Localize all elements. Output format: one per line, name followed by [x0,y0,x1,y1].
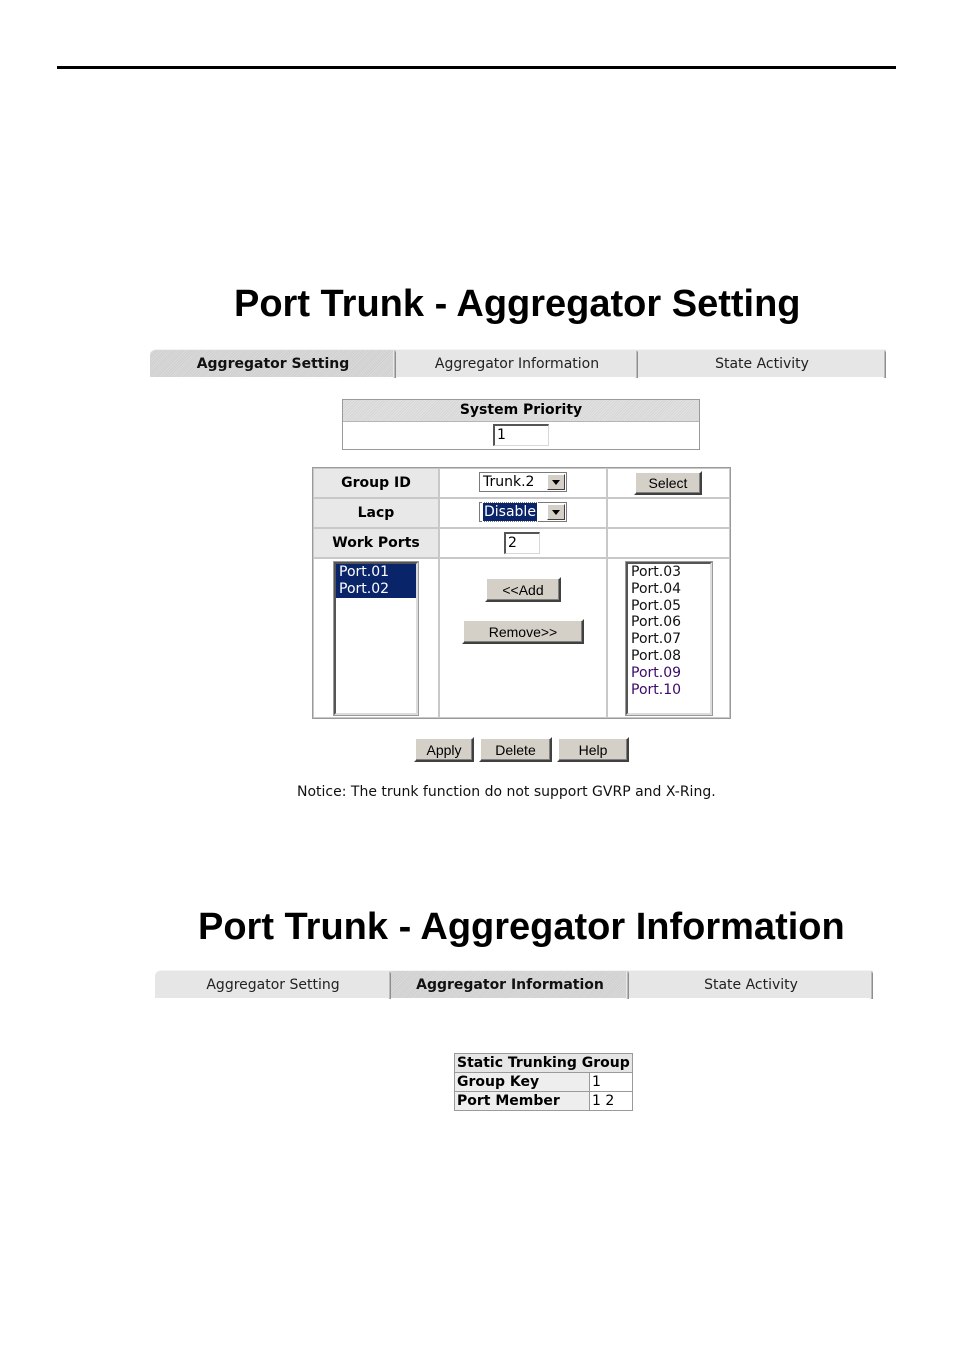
trunk-config-grid [312,467,731,719]
list-item[interactable]: Port.04 [631,580,682,597]
lacp-label: Lacp [313,498,439,528]
work-ports-input[interactable]: 2 [504,532,540,554]
tab-label: Aggregator Setting [196,356,350,372]
list-item[interactable]: Port.03 [631,564,682,580]
tab-label: State Activity [704,977,798,993]
group-id-value: Trunk.2 [483,474,535,490]
table-row [455,1073,633,1092]
static-trunking-table [454,1053,633,1111]
list-item[interactable]: Port.09 [631,664,682,681]
select-button[interactable]: Select [634,471,702,495]
group-id-select[interactable] [479,472,567,492]
tab-bar-setting [150,349,886,377]
list-item[interactable]: Port.01 [336,564,416,581]
system-priority-box [342,399,700,450]
list-item[interactable]: Port.08 [631,647,682,664]
notice-text: Notice: The trunk function do not support GVRP and X-Ring. [297,784,716,800]
chevron-down-icon[interactable] [547,474,565,490]
tab-label: State Activity [715,356,809,372]
list-item[interactable]: Port.10 [631,681,682,698]
add-button[interactable]: <<Add [485,577,561,602]
tab-label: Aggregator Setting [206,977,340,993]
group-id-label: Group ID [313,468,439,498]
member-ports-cell [313,558,439,718]
tab-label: Aggregator Information [434,356,600,372]
tab-aggregator-setting[interactable] [155,970,391,998]
lacp-value: Disable [484,504,536,520]
apply-button[interactable]: Apply [414,737,474,762]
system-priority-input[interactable]: 1 [493,424,549,446]
lacp-cell [439,498,607,528]
port-member-label: Port Member [455,1092,590,1111]
delete-button[interactable]: Delete [479,737,552,762]
select-cell [607,468,730,498]
work-ports-cell [439,528,607,558]
tab-state-activity[interactable] [638,349,886,377]
system-priority-label: System Priority [343,400,699,422]
chevron-down-icon[interactable] [547,504,565,520]
table-row [455,1092,633,1111]
top-rule [57,66,896,69]
group-key-label: Group Key [455,1073,590,1092]
lacp-select[interactable] [479,502,567,522]
list-item[interactable]: Port.02 [336,581,416,598]
available-ports-cell [607,558,730,718]
tab-state-activity[interactable] [629,970,873,998]
page-title-information: Port Trunk - Aggregator Information [198,906,845,948]
table-header: Static Trunking Group [455,1054,633,1073]
list-item[interactable]: Port.05 [631,597,682,614]
empty-cell [607,528,730,558]
tab-aggregator-setting[interactable] [150,349,396,377]
available-ports-list[interactable] [626,562,712,715]
tab-aggregator-information[interactable] [391,970,629,998]
work-ports-label: Work Ports [313,528,439,558]
help-button[interactable]: Help [557,737,629,762]
tab-label: Aggregator Information [416,977,604,993]
page-title-setting: Port Trunk - Aggregator Setting [234,283,801,325]
empty-cell [607,498,730,528]
tab-bar-information [155,970,873,998]
group-key-value: 1 [590,1073,633,1092]
remove-button[interactable]: Remove>> [462,619,584,644]
tab-aggregator-information[interactable] [396,349,638,377]
list-item[interactable]: Port.07 [631,631,682,648]
list-item[interactable]: Port.06 [631,614,682,631]
group-id-cell [439,468,607,498]
port-member-value: 1 2 [590,1092,633,1111]
move-buttons-cell [439,558,607,718]
member-ports-list[interactable] [334,562,418,715]
